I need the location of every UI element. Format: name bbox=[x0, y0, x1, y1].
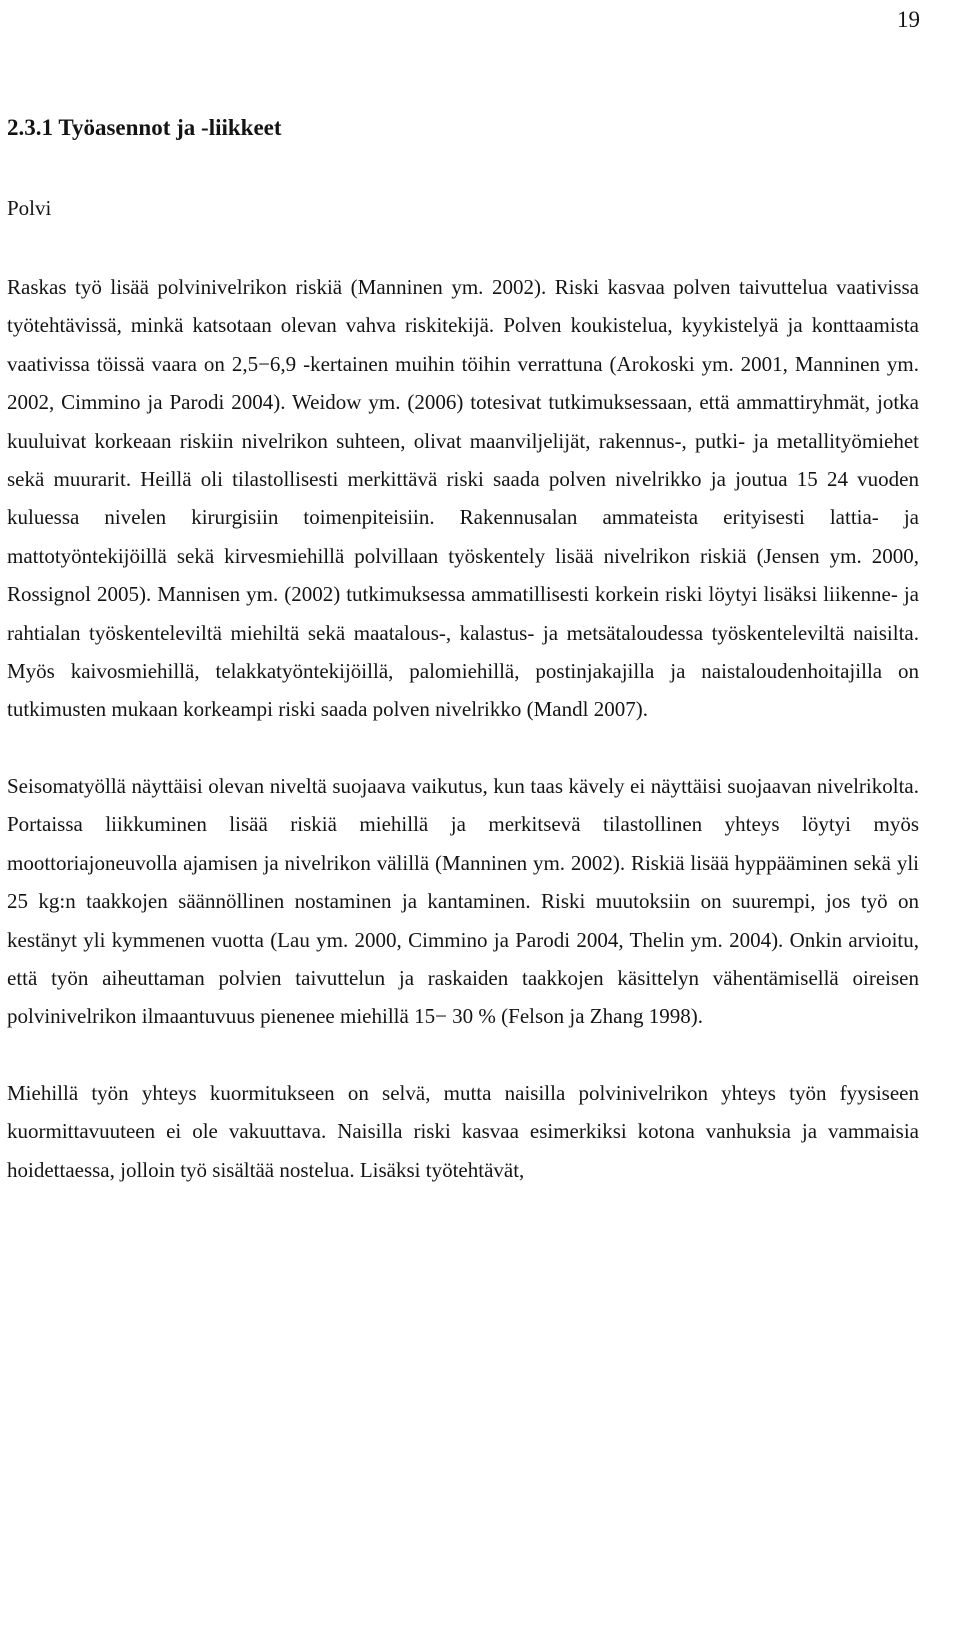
page-number: 19 bbox=[897, 7, 920, 32]
paragraph-1: Raskas työ lisää polvinivelrikon riskiä (Manninen ym. 2002). Riski kasvaa polven taivuttelua vaativissa työtehtävissä, minkä katsotaan olevan vahva riskitekijä. Polven koukistelua, kyykistelyä ja konttaamista vaativissa töissä vaara on 2,5−6,9 -kertainen muihin töihin verrattuna (Arokoski ym. 2001, Manninen ym. 2002, Cimmino ja Parodi 2004). Weidow ym. (2006) totesivat tutkimuksessaan, että ammattiryhmät, jotka kuuluivat korkeaan riskiin nivelrikon suhteen, olivat maanviljelijät, rakennus-, putki- ja metallityömiehet sekä muurarit. Heillä oli tilastollisesti merkittävä riski saada polven nivelrikko ja joutua 15 24 vuoden kuluessa nivelen kirurgisiin toimenpiteisiin. Rakennusalan ammateista erityisesti lattia- ja mattotyöntekijöillä sekä kirvesmiehillä polvillaan työskentely lisää nivelrikon riskiä (Jensen ym. 2000, Rossignol 2005). Mannisen ym. (2002) tutkimuksessa ammatillisesti korkein riski löytyi lisäksi liikenne- ja rahtialan työskenteleviltä miehiltä sekä maatalous-, kalastus- ja metsätaloudessa työskenteleviltä naisilta. Myös kaivosmiehillä, telakkatyöntekijöillä, palomiehillä, postinjakajilla ja naistaloudenhoitajilla on tutkimusten mukaan korkeampi riski saada polven nivelrikko (Mandl 2007). bbox=[7, 275, 919, 722]
document-body bbox=[7, 100, 919, 1189]
paragraph-2: Seisomatyöllä näyttäisi olevan niveltä suojaava vaikutus, kun taas kävely ei näyttäisi suojaavan nivelrikolta. Portaissa liikkuminen lisää riskiä miehillä ja merkitsevä tilastollinen yhteys löytyi myös moottoriajoneuvolla ajamisen ja nivelrikon välillä (Manninen ym. 2002). Riskiä lisää hyppääminen sekä yli 25 kg:n taakkojen säännöllinen nostaminen ja kantaminen. Riski muutoksiin on suurempi, jos työ on kestänyt yli kymmenen vuotta (Lau ym. 2000, Cimmino ja Parodi 2004, Thelin ym. 2004). Onkin arvioitu, että työn aiheuttaman polvien taivuttelun ja raskaiden taakkojen käsittelyn vähentämisellä oireisen polvinivelrikon ilmaantuvuus pienenee miehillä 15− 30 % (Felson ja Zhang 1998). bbox=[7, 773, 919, 1029]
paragraph-3: Miehillä työn yhteys kuormitukseen on selvä, mutta naisilla polvinivelrikon yhteys työn fyysiseen kuormittavuuteen ei ole vakuuttava. Naisilla riski kasvaa esimerkiksi kotona vanhuksia ja vammaisia hoidettaessa, jolloin työ sisältää nostelua. Lisäksi työtehtävät, bbox=[7, 1080, 919, 1182]
section-subheading: Polvi bbox=[7, 196, 52, 220]
section-heading: 2.3.1 Työasennot ja -liikkeet bbox=[7, 115, 282, 140]
